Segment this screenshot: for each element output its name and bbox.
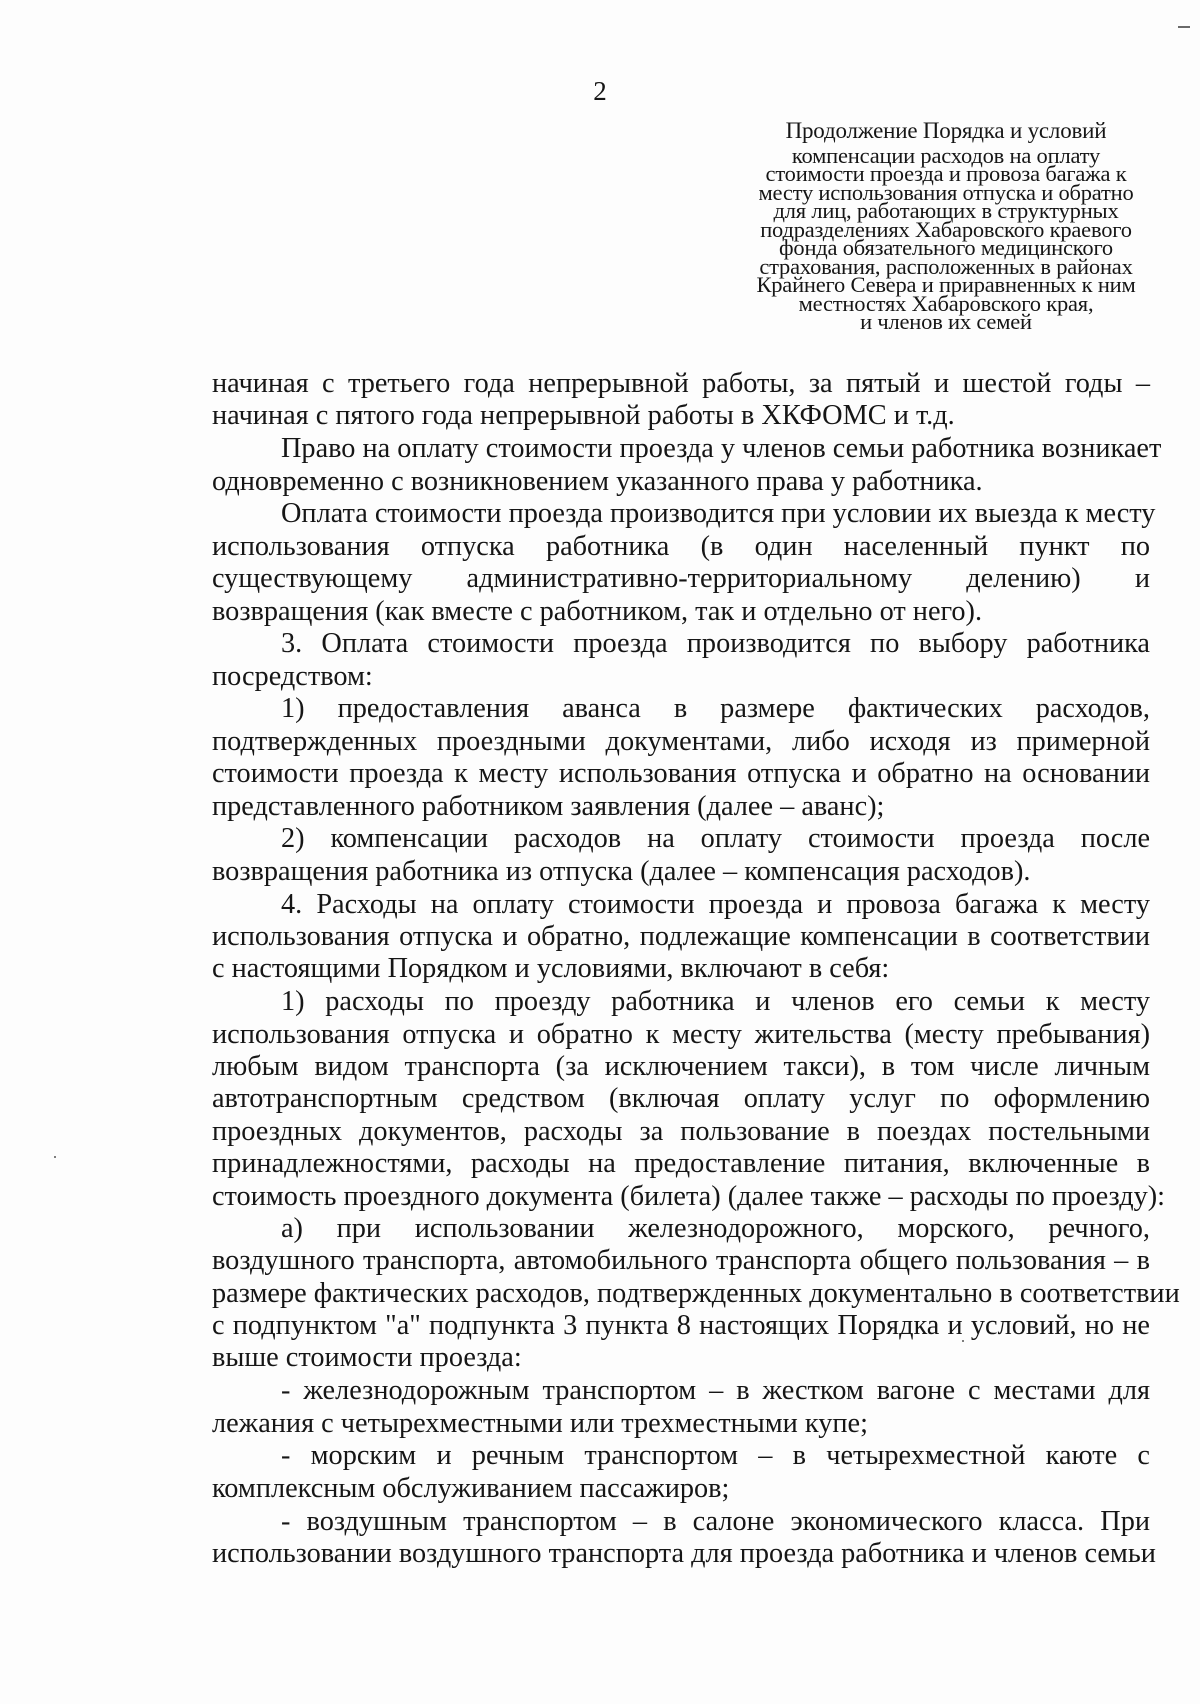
text-line: начиная с третьего года непрерывной работы, за пятый и шестой годы –	[212, 368, 1150, 399]
text-line: возвращения работника из отпуска (далее – компенсация расходов).	[212, 855, 1031, 887]
page-number: 2	[593, 76, 607, 106]
text-line: - воздушным транспортом – в салоне экономического класса. При	[281, 1505, 1150, 1537]
text-line: размере фактических расходов, подтвержденных документально в соответствии	[212, 1277, 1180, 1309]
header-line: местностях Хабаровского края,	[798, 290, 1094, 316]
text-line: комплексным обслуживанием пассажиров;	[212, 1472, 730, 1504]
paragraph-item-3	[212, 628, 1150, 693]
scan-edge-mark	[1178, 26, 1190, 28]
text-line: использования отпуска и обратно, подлежащие компенсации в соответствии	[212, 920, 1150, 952]
text-line: стоимость проездного документа (билета) (далее также – расходы по проезду):	[212, 1180, 1166, 1212]
text-line: - морским и речным транспортом – в четырехместной каюте с	[281, 1440, 1150, 1472]
text-line: существующему административно-территориальному делению) и	[212, 563, 1150, 595]
text-line: использования отпуска работника (в один населенный пункт по	[212, 530, 1150, 562]
text-line: проездных документов, расходы за пользование в поездах постельными	[212, 1115, 1150, 1147]
text-line: - железнодорожным транспортом – в жестком вагоне с местами для	[281, 1375, 1150, 1407]
paragraph-item-3-2	[212, 823, 1150, 888]
text-line: одновременно с возникновением указанного права у работника.	[212, 465, 983, 497]
document-header-continuation	[734, 118, 1158, 334]
text-line: начиная с пятого года непрерывной работы в ХКФОМС и т.д.	[212, 400, 955, 432]
paragraph-air	[212, 1505, 1156, 1571]
paragraph-family-right	[212, 433, 1162, 498]
paragraph-item-3-1	[212, 693, 1150, 823]
header-line: страхования, расположенных в районах	[759, 253, 1133, 279]
text-line: использования отпуска и обратно к месту жительства (месту пребывания)	[212, 1018, 1150, 1050]
document-body	[212, 368, 1180, 1570]
text-line: Оплата стоимости проезда производится при условии их выезда к месту	[281, 498, 1156, 530]
header-line: компенсации расходов на оплату	[791, 142, 1101, 168]
header-line: для лиц, работающих в структурных	[773, 198, 1119, 223]
text-line: 1) предоставления аванса в размере фактических расходов,	[281, 693, 1150, 725]
text-line: с настоящими Порядком и условиями, включают в себя:	[212, 953, 890, 985]
text-line: представленного работником заявления (далее – аванс);	[212, 790, 885, 822]
header-line: фонда обязательного медицинского	[779, 235, 1113, 260]
text-line: лежания с четырехместными или трехместными купе;	[212, 1407, 868, 1439]
text-line: 4. Расходы на оплату стоимости проезда и провоза багажа к месту	[281, 888, 1150, 920]
paragraph-item-4-1	[212, 986, 1166, 1213]
text-line: 2) компенсации расходов на оплату стоимости проезда после	[281, 823, 1150, 855]
text-line: принадлежностями, расходы на предоставление питания, включенные в	[212, 1148, 1150, 1180]
paragraph-payment-condition	[212, 498, 1156, 628]
header-line: и членов их семей	[860, 309, 1032, 334]
text-line: а) при использовании железнодорожного, морского, речного,	[281, 1212, 1150, 1244]
text-line: Право на оплату стоимости проезда у членов семьи работника возникает	[281, 433, 1162, 465]
text-line: использовании воздушного транспорта для проезда работника и членов семьи	[212, 1537, 1156, 1569]
text-line: стоимости проезда к месту использования отпуска и обратно на основании	[212, 758, 1150, 790]
text-line: 3. Оплата стоимости проезда производится по выбору работника	[281, 628, 1150, 660]
text-line: посредством:	[212, 660, 373, 692]
paragraph-rail	[212, 1375, 1150, 1440]
paragraph-item-4	[212, 889, 1150, 986]
header-line: Крайнего Севера и приравненных к ним	[756, 272, 1136, 297]
text-line: автотранспортным средством (включая оплату услуг по оформлению	[212, 1083, 1150, 1115]
text-line: с подпунктом "а" подпункта 3 пункта 8 настоящих Порядка и условий, но не	[212, 1310, 1150, 1342]
text-line: любым видом транспорта (за исключением такси), в том числе личным	[212, 1050, 1150, 1082]
header-line: подразделениях Хабаровского краевого	[760, 216, 1132, 242]
header-line: Продолжение Порядка и условий	[785, 118, 1107, 143]
text-line: подтвержденных проездными документами, либо исходя из примерной	[212, 725, 1150, 757]
text-line: 1) расходы по проезду работника и членов его семьи к месту	[281, 986, 1150, 1018]
paragraph-continuation	[212, 368, 1150, 433]
paragraph-item-4-1-a	[212, 1212, 1180, 1375]
text-line: выше стоимости проезда:	[212, 1342, 522, 1374]
header-line: месту использования отпуска и обратно	[758, 179, 1134, 205]
scan-speck	[54, 1156, 56, 1158]
text-line: возвращения (как вместе с работником, так и отдельно от него).	[212, 595, 983, 627]
header-line: стоимости проезда и провоза багажа к	[765, 161, 1127, 186]
text-line: воздушного транспорта, автомобильного транспорта общего пользования – в	[212, 1245, 1150, 1277]
paragraph-sea-river	[212, 1440, 1150, 1505]
